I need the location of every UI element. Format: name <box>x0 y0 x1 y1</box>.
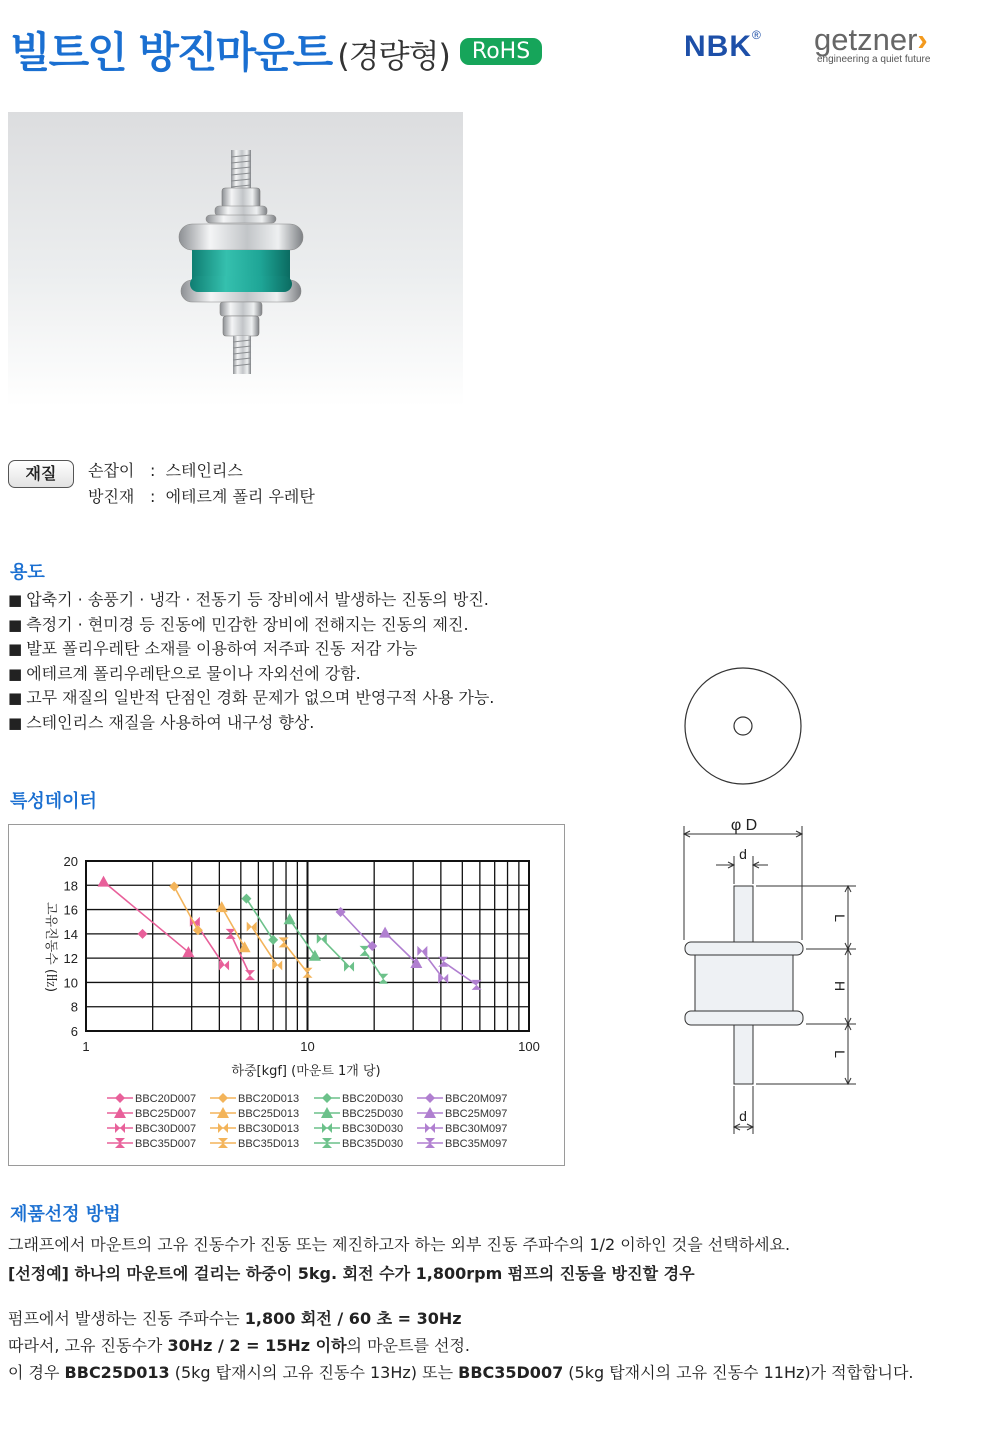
legend-label: BBC20D030 <box>342 1093 404 1105</box>
data-point <box>268 935 278 945</box>
x-tick-label: 10 <box>300 1039 315 1054</box>
material-badge: 재질 <box>8 460 74 488</box>
legend-entry <box>417 1123 507 1135</box>
text-bold: 30Hz / 2 = 15Hz 이하 <box>167 1336 347 1355</box>
legend-marker <box>115 1123 125 1133</box>
legend-entry <box>210 1093 299 1105</box>
x-tick-labels <box>82 1039 539 1054</box>
usage-heading: 용도 <box>10 562 45 583</box>
legend-label: BBC20M097 <box>445 1093 508 1105</box>
series-BBC20D013 <box>169 882 203 936</box>
legend-label: BBC35M097 <box>445 1138 508 1150</box>
nbk-logo-text: NBK <box>684 30 752 63</box>
selection-example: [선정예] 하나의 마운트에 걸리는 하중이 5kg. 회전 수가 1,800rpm 펌프의 진동을 방진할 경우 <box>8 1264 695 1283</box>
selection-line-target <box>8 1333 470 1356</box>
legend-entry <box>210 1138 299 1150</box>
legend-entry <box>314 1138 403 1150</box>
text-bold: 1,800 회전 / 60 초 = 30Hz <box>244 1309 462 1328</box>
selection-intro: 그래프에서 마운트의 고유 진동수가 진동 또는 제진하고자 하는 외부 진동 주파수의 1/2 이하인 것을 선택하세요. <box>8 1235 791 1254</box>
legend-marker <box>218 1093 228 1103</box>
series-BBC25D013 <box>216 901 251 952</box>
legend-marker <box>322 1093 332 1103</box>
series-line <box>341 912 373 946</box>
nbk-logo <box>684 30 762 64</box>
bolt-diameter-label-top: d <box>739 846 747 862</box>
text: 이 경우 <box>8 1363 65 1382</box>
data-point <box>438 957 448 967</box>
getzner-logo-mark: › <box>917 22 928 57</box>
legend-entry <box>314 1107 403 1120</box>
getzner-tagline: engineering a quiet future <box>817 54 931 65</box>
series-line <box>322 939 349 967</box>
material-sep: : <box>150 461 156 480</box>
legend-marker <box>322 1123 332 1133</box>
series-BBC30D030 <box>317 934 354 972</box>
text-bold: BBC35D007 <box>458 1363 564 1382</box>
series-BBC20M097 <box>336 907 378 951</box>
height-label: H <box>832 980 848 992</box>
text: (5kg 탑재시의 고유 진동수 13Hz) 또는 <box>169 1363 459 1382</box>
legend-entry <box>107 1107 196 1120</box>
legend-label: BBC20D007 <box>135 1093 197 1105</box>
side-view-icon <box>684 826 856 1134</box>
length-label-bottom: L <box>832 1050 848 1058</box>
data-point <box>247 922 257 932</box>
usage-item: ■ 측정기 · 현미경 등 진동에 민감한 장비에 전해지는 진동의 제진. <box>8 613 494 638</box>
legend-label: BBC25D007 <box>135 1108 197 1120</box>
data-point <box>169 882 179 892</box>
data-point <box>219 960 229 970</box>
registered-mark: ® <box>752 28 762 42</box>
material-value: 스테인리스 <box>165 461 243 480</box>
legend-entry <box>210 1107 299 1120</box>
series-BBC20D007 <box>138 929 148 939</box>
legend-marker <box>425 1123 435 1133</box>
top-view-icon <box>685 668 801 784</box>
dimension-drawing <box>672 662 872 1142</box>
y-tick-label: 6 <box>70 1024 78 1039</box>
legend-entry <box>314 1123 403 1135</box>
material-row-handle <box>88 458 243 481</box>
chart-series <box>98 876 482 990</box>
legend-entry <box>107 1123 196 1135</box>
legend-entry <box>107 1138 196 1150</box>
series-BBC30D013 <box>247 922 283 971</box>
series-BBC25M097 <box>379 927 422 968</box>
y-tick-label: 12 <box>63 951 78 967</box>
y-tick-labels <box>64 854 78 1039</box>
text: 의 마운트를 선정. <box>346 1336 470 1355</box>
characteristics-chart <box>9 825 564 1165</box>
data-point <box>241 894 251 904</box>
legend-label: BBC30D013 <box>238 1123 300 1135</box>
legend-label: BBC25D030 <box>342 1108 404 1120</box>
legend-marker <box>218 1123 228 1133</box>
legend-entry <box>417 1138 507 1150</box>
material-value: 에테르계 폴리 우레탄 <box>165 487 315 506</box>
y-axis-label: 고유진동수 (㎐) <box>43 901 58 993</box>
y-tick-label: 20 <box>63 854 78 869</box>
legend-label: BBC30D030 <box>342 1123 404 1135</box>
legend-label: BBC35D007 <box>135 1138 197 1150</box>
rohs-badge: RoHS <box>460 38 542 65</box>
legend-label: BBC30M097 <box>445 1123 508 1135</box>
usage-item: ■ 발포 폴리우레탄 소재를 이용하여 저주파 진동 저감 가능 <box>8 637 494 662</box>
text: (5kg 탑재시의 고유 진동수 11Hz)가 적합합니다. <box>563 1363 914 1382</box>
chart-legend <box>107 1093 507 1150</box>
material-key: 손잡이 <box>88 461 135 480</box>
usage-item: ■ 스테인리스 재질을 사용하여 내구성 향상. <box>8 711 494 736</box>
usage-list <box>8 588 494 735</box>
series-line <box>174 887 198 931</box>
legend-entry <box>417 1093 507 1105</box>
title-subtitle: (경량형) <box>337 37 450 75</box>
y-tick-label: 8 <box>70 999 78 1015</box>
x-tick-label: 100 <box>518 1039 540 1054</box>
characteristics-chart-frame <box>8 824 565 1166</box>
material-row-isolator <box>88 484 315 507</box>
page-title <box>10 20 542 80</box>
y-tick-label: 14 <box>63 926 78 942</box>
series-BBC25D030 <box>284 913 321 960</box>
data-point <box>216 901 228 912</box>
data-point <box>245 970 255 980</box>
getzner-logo <box>814 22 928 58</box>
length-label-top: L <box>832 914 848 922</box>
y-tick-label: 18 <box>63 878 78 894</box>
series-line <box>422 951 443 979</box>
selection-line-frequency <box>8 1306 462 1329</box>
material-sep: : <box>150 487 156 506</box>
legend-marker <box>115 1093 125 1103</box>
outer-diameter-label: φ D <box>730 817 758 834</box>
series-line <box>443 962 476 985</box>
legend-label: BBC20D013 <box>238 1093 300 1105</box>
x-tick-label: 1 <box>82 1039 90 1054</box>
text: 따라서, 고유 진동수가 <box>8 1336 168 1355</box>
series-BBC25D007 <box>98 876 195 957</box>
vibration-mount-image <box>8 112 463 407</box>
legend-label: BBC30D007 <box>135 1123 197 1135</box>
data-point <box>309 950 321 961</box>
legend-entry <box>210 1123 299 1135</box>
data-point <box>98 876 110 887</box>
legend-entry <box>417 1107 507 1120</box>
material-key: 방진재 <box>88 487 135 506</box>
legend-label: BBC25D013 <box>238 1108 300 1120</box>
series-line <box>104 882 189 952</box>
y-tick-label: 16 <box>63 902 78 918</box>
legend-label: BBC25M097 <box>445 1108 508 1120</box>
legend-marker <box>425 1093 435 1103</box>
legend-entry <box>314 1093 403 1105</box>
data-point <box>284 913 296 924</box>
data-point <box>379 927 391 938</box>
usage-item: ■ 에테르계 폴리우레탄으로 물이나 자외선에 강함. <box>8 662 494 687</box>
series-BBC35M097 <box>438 957 481 990</box>
legend-entry <box>107 1093 196 1105</box>
usage-item: ■ 고무 재질의 일반적 단점인 경화 문제가 없으며 반영구적 사용 가능. <box>8 686 494 711</box>
text-bold: BBC25D013 <box>64 1363 170 1382</box>
usage-item: ■ 압축기 · 송풍기 · 냉각 · 전동기 등 장비에서 발생하는 진동의 방진. <box>8 588 494 613</box>
data-point <box>360 946 370 956</box>
characteristics-heading: 특성데이터 <box>10 791 97 812</box>
data-point <box>138 929 148 939</box>
series-line <box>290 919 315 955</box>
getzner-logo-text: getzner <box>814 22 918 57</box>
bolt-diameter-label-bottom: d <box>739 1108 747 1124</box>
selection-heading: 제품선정 방법 <box>10 1204 121 1225</box>
legend-label: BBC35D013 <box>238 1138 300 1150</box>
title-main: 빌트인 방진마운트 <box>10 28 332 77</box>
legend-label: BBC35D030 <box>342 1138 404 1150</box>
selection-line-result <box>8 1360 914 1383</box>
x-axis-label: 하중[kgf] (마운트 1개 당) <box>231 1064 381 1079</box>
product-photo <box>8 112 463 407</box>
y-tick-label: 10 <box>63 975 78 991</box>
text: 펌프에서 발생하는 진동 주파수는 <box>8 1309 245 1328</box>
